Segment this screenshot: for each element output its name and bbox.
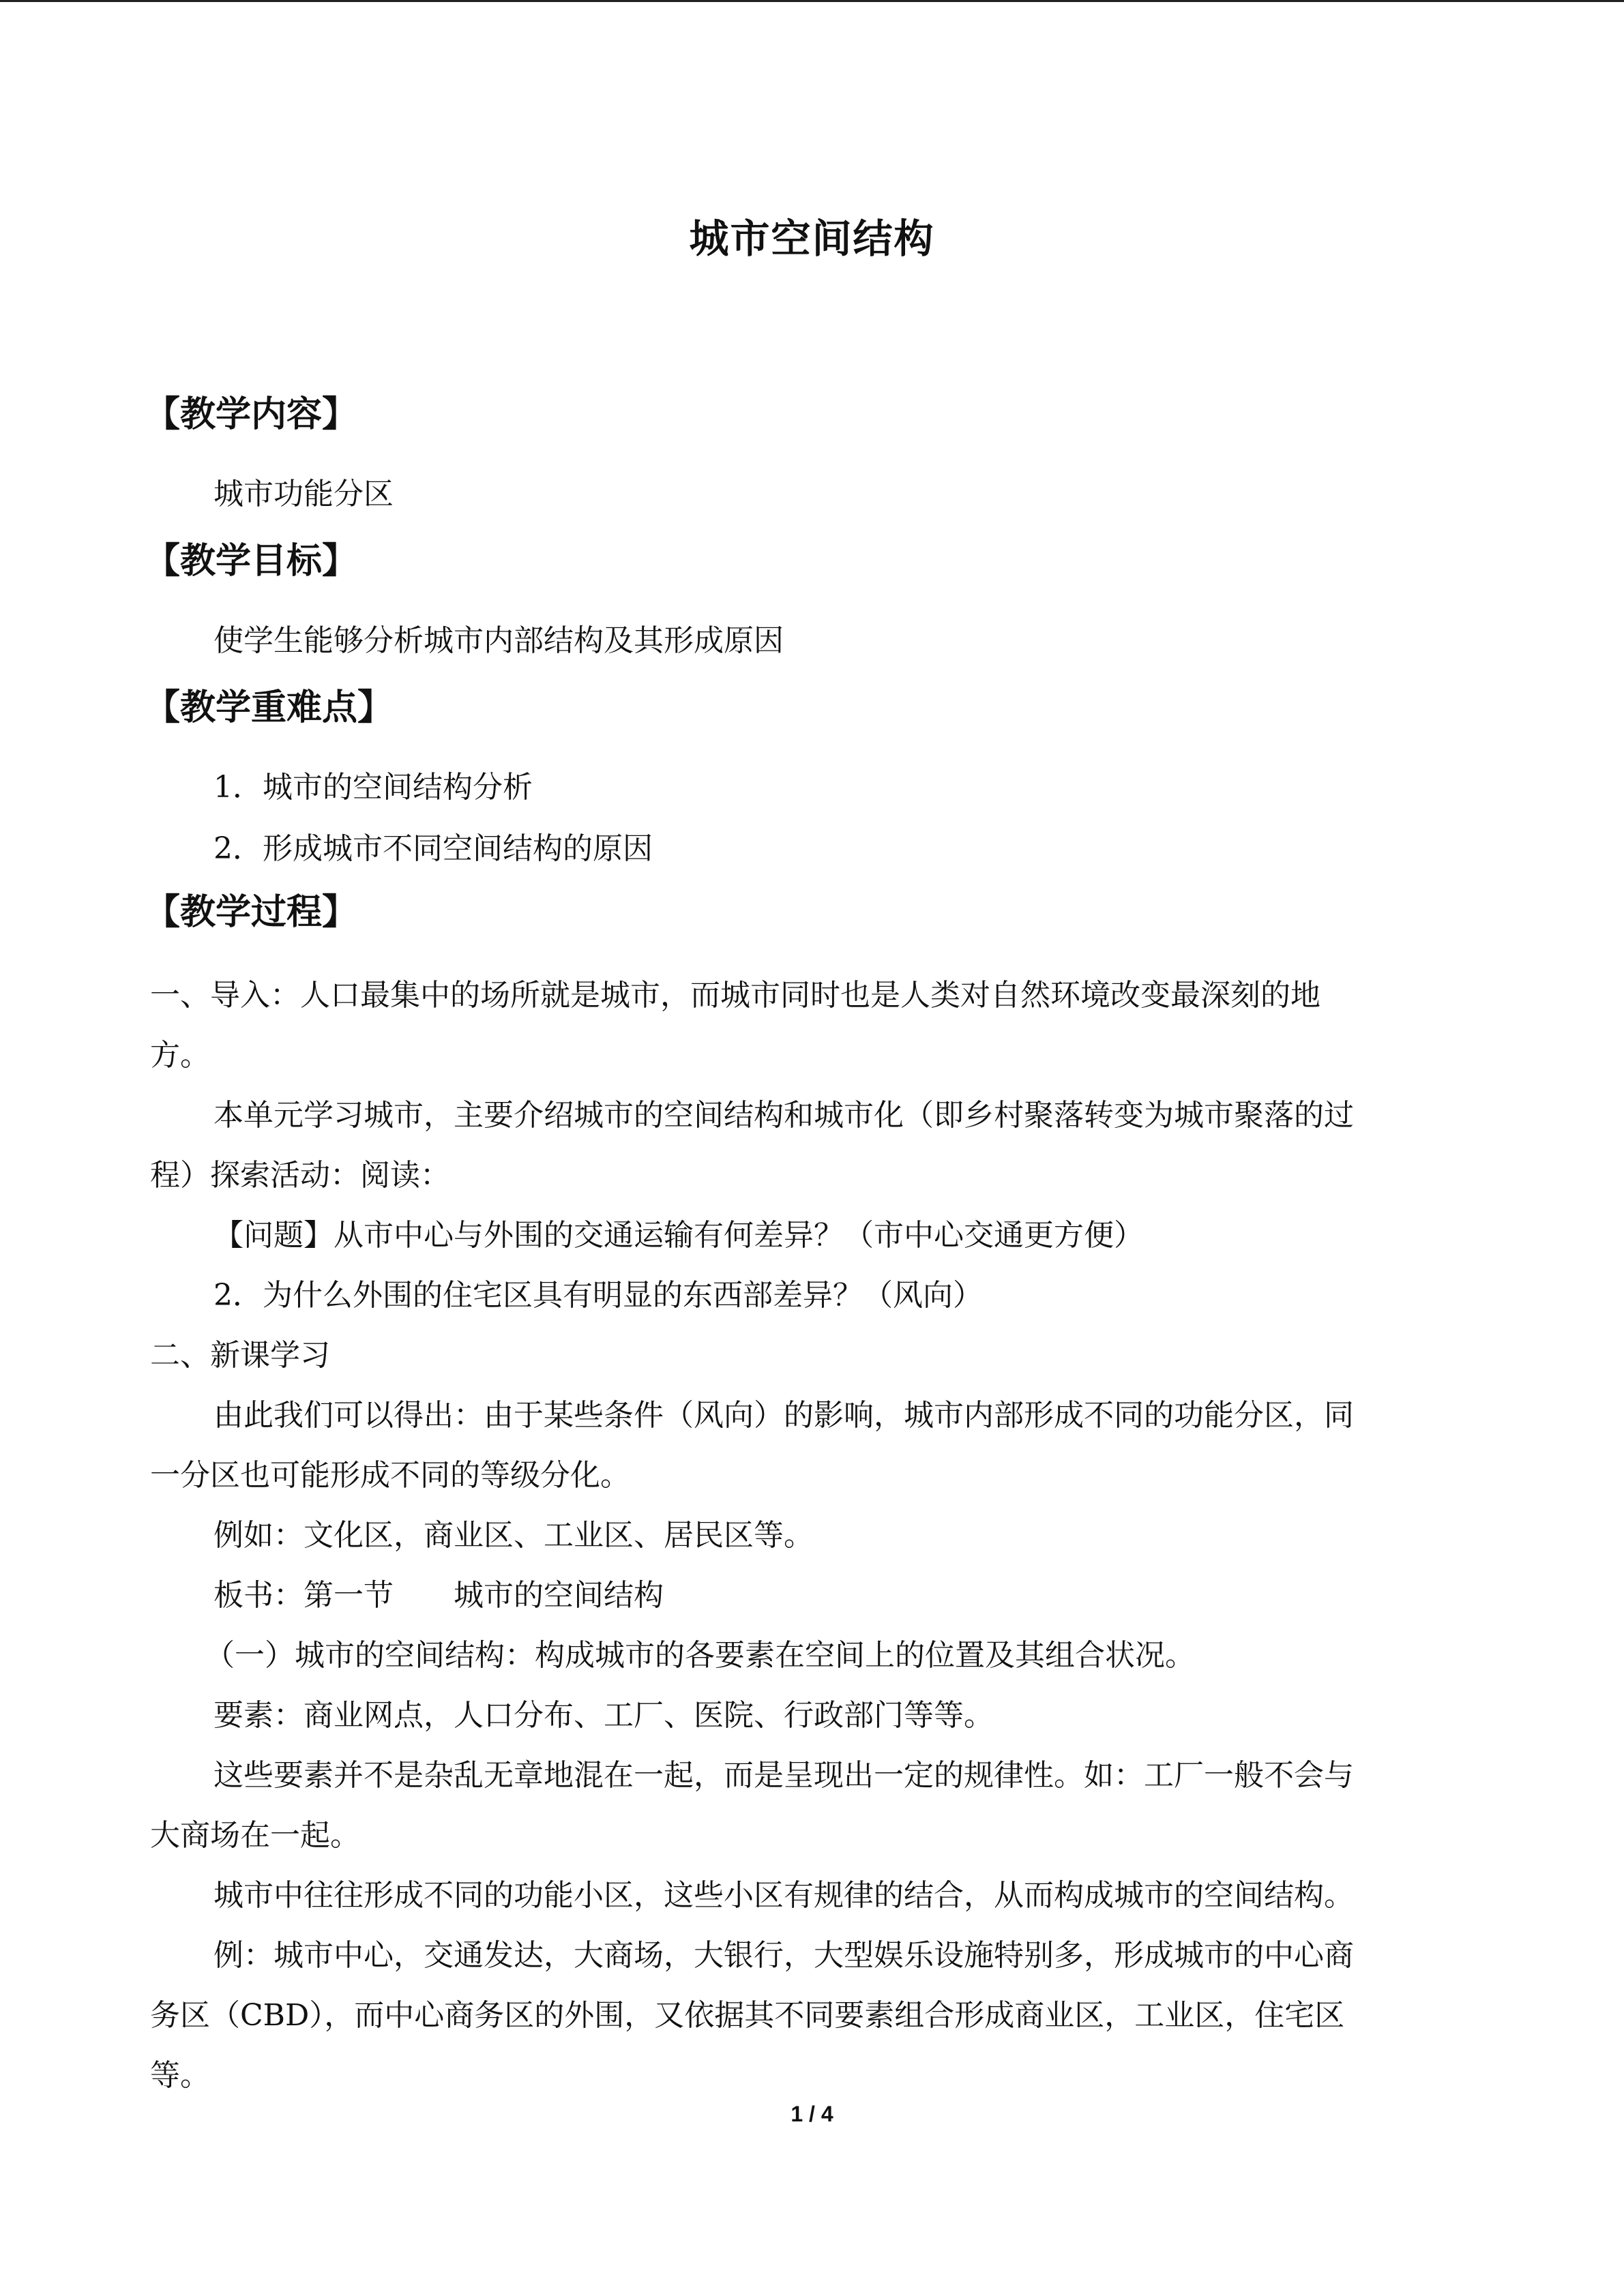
heading-teaching-process: 【教学过程】 [145,892,358,933]
process-line: 例：城市中心，交通发达，大商场，大银行，大型娱乐设施特别多，形成城市的中心商 [213,1938,1354,1973]
process-question: 【问题】从市中心与外围的交通运输有何差异？（市中心交通更方便） [213,1218,1144,1253]
process-line: 大商场在一起。 [150,1818,360,1853]
process-line: 等。 [150,2058,210,2093]
process-line: 一、导入：人口最集中的场所就是城市，而城市同时也是人类对自然环境改变最深刻的地 [150,978,1320,1013]
top-border-line [0,0,1624,2]
document-title: 城市空间结构 [689,215,935,262]
teaching-goal-text: 使学生能够分析城市内部结构及其形成原因 [213,623,784,658]
process-line: （一）城市的空间结构：构成城市的各要素在空间上的位置及其组合状况。 [205,1638,1195,1673]
process-line: 方。 [150,1038,210,1073]
process-line: 由此我们可以得出：由于某些条件（风向）的影响，城市内部形成不同的功能分区，同 [213,1398,1354,1433]
process-line: 要素：商业网点，人口分布、工厂、医院、行政部门等等。 [213,1698,994,1733]
heading-teaching-content: 【教学内容】 [145,394,358,435]
process-line: 本单元学习城市，主要介绍城市的空间结构和城市化（即乡村聚落转变为城市聚落的过 [213,1098,1354,1133]
key-point-item: 2．形成城市不同空间结构的原因 [213,831,653,866]
process-line: 程）探索活动：阅读： [150,1158,450,1193]
page-number: 1 / 4 [791,2102,833,2126]
heading-key-points: 【教学重难点】 [145,687,394,728]
process-subheading: 二、新课学习 [150,1338,330,1373]
key-point-item: 1．城市的空间结构分析 [213,770,533,805]
process-line: 一分区也可能形成不同的等级分化。 [150,1458,630,1493]
process-board-note: 板书：第一节 城市的空间结构 [213,1578,664,1613]
process-line: 这些要素并不是杂乱无章地混在一起，而是呈现出一定的规律性。如：工厂一般不会与 [213,1758,1354,1793]
process-line: 例如：文化区，商业区、工业区、居民区等。 [213,1518,814,1553]
teaching-content-text: 城市功能分区 [213,477,394,511]
process-question: 2．为什么外围的住宅区具有明显的东西部差异？（风向） [213,1278,983,1313]
heading-teaching-goal: 【教学目标】 [145,541,358,582]
process-line: 城市中往往形成不同的功能小区，这些小区有规律的结合，从而构成城市的空间结构。 [213,1878,1354,1913]
process-line: 务区（CBD），而中心商务区的外围，又依据其不同要素组合形成商业区，工业区，住宅区 [150,1998,1345,2033]
